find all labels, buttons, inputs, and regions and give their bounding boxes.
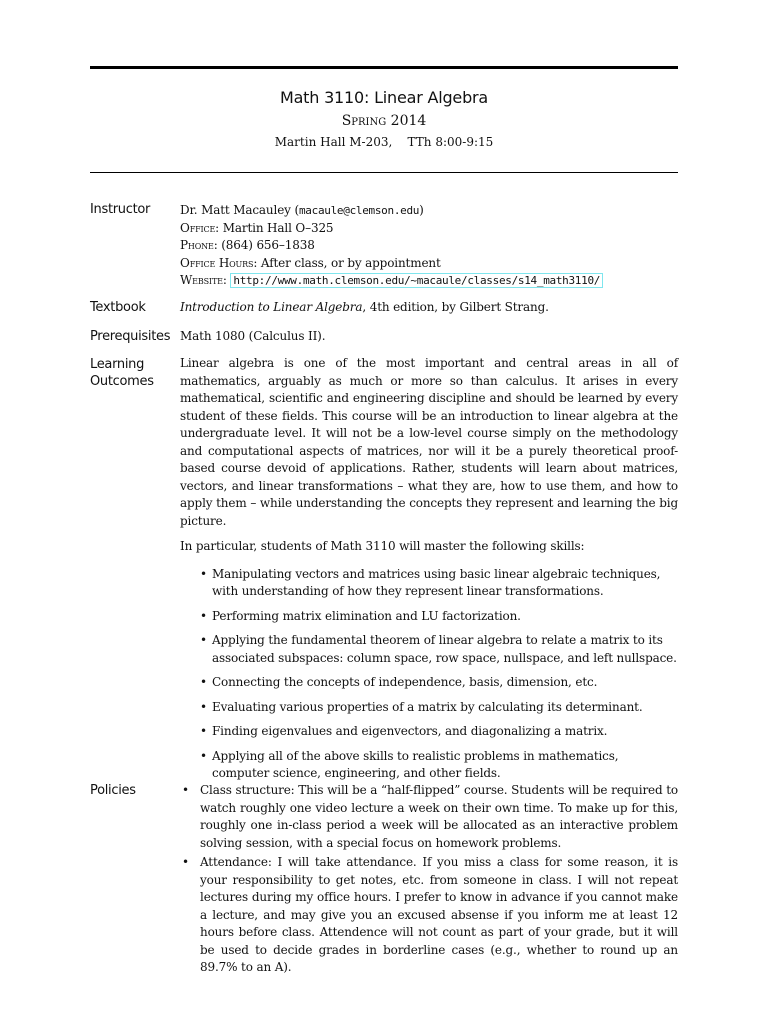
instructor-name-close: ): [419, 203, 424, 217]
bullet-icon: •: [182, 783, 189, 797]
list-item: [180, 608, 678, 626]
website-line: [180, 272, 678, 290]
prerequisites-text: Math 1080 (Calculus II).: [180, 329, 326, 343]
instructor-label: Instructor: [90, 202, 151, 217]
outcomes-label: [90, 356, 176, 390]
list-item: [180, 674, 678, 692]
office-hours-value: After class, or by appointment: [257, 255, 441, 270]
outcomes-paragraph: Linear algebra is one of the most important and central areas in all of mathematics, arguably as much or more so than calculus. It arises in every mathematical, scientific and engineering discipline and should be learned by every student of these fields. This course will be an introduction to linear algebra at the undergraduate level. It will not be a low-level course simply on the methodology and computational aspects of matrices, nor will it be a purely theoretical proof-based course devoid of applications. Rather, students will learn about matrices, vectors, and linear transformations – what they are, how to use them, and how to apply them – while understanding the concepts they represent and learning the big picture.: [180, 356, 678, 528]
phone-line: [180, 237, 678, 255]
textbook-line: [180, 299, 678, 317]
office-hours-label: Office Hours:: [180, 255, 258, 270]
bullet-icon: •: [200, 633, 207, 647]
course-title: Math 3110: Linear Algebra: [279, 88, 489, 107]
list-item: [180, 566, 678, 601]
policy-text: Class structure: This will be a “half-flipped” course. Students will be required to watch roughly one video lecture a week on their own time. To make up for this, roughly one in-class period a week will be allocated as an interactive problem solving session, with a special focus on homework problems.: [200, 783, 678, 850]
policy-text: Attendance: I will take attendance. If you miss a class for some reason, it is your responsibility to get notes, etc. from someone in class. I will not repeat lectures during my office hours. I prefer to know in advance if you cannot make a lecture, and may give you an excused absense if you inform me at least 12 hours before class. Attendence will not count as part of your grade, but it will be used to decide grades in borderline cases (e.g., whether to round up an 89.7% to an A).: [200, 855, 678, 974]
skill-text: Evaluating various properties of a matrix by calculating its determinant.: [212, 699, 643, 714]
website-link[interactable]: http://www.math.clemson.edu/~macaule/classes/s14_math3110/: [230, 273, 603, 288]
textbook-title: Introduction to Linear Algebra: [180, 300, 363, 314]
policies-list: [180, 782, 678, 977]
phone-value: (864) 656–1838: [217, 238, 315, 252]
instructor-name: Dr. Matt Macauley (: [180, 203, 299, 217]
skill-text: Applying the fundamental theorem of linear algebra to relate a matrix to its associated subspaces: column space, row space, nullspace, and left nullspace.: [212, 633, 677, 665]
bullet-icon: •: [200, 566, 207, 581]
skill-text: Performing matrix elimination and LU factorization.: [212, 608, 521, 623]
skill-text: Finding eigenvalues and eigenvectors, and diagonalizing a matrix.: [212, 724, 608, 738]
outcomes-label-line1: Learning: [90, 357, 145, 372]
top-rule: [90, 66, 678, 69]
bullet-icon: •: [200, 724, 207, 738]
phone-label: Phone:: [180, 238, 218, 252]
skills-list: [180, 566, 678, 783]
instructor-name-line: [180, 202, 678, 220]
skill-text: Applying all of the above skills to realistic problems in mathematics, computer science, engineering, and other fields.: [212, 748, 619, 780]
office-value: Martin Hall O–325: [219, 220, 334, 235]
skill-text: Manipulating vectors and matrices using basic linear algebraic techniques, with understanding of how they represent linear transformations.: [212, 566, 661, 598]
skill-text: Connecting the concepts of independence, basis, dimension, etc.: [212, 675, 598, 689]
office-label: Office:: [180, 220, 220, 235]
instructor-section: [180, 202, 678, 290]
skills-intro: In particular, students of Math 3110 will master the following skills:: [180, 539, 585, 553]
textbook-label: Textbook: [90, 300, 146, 315]
outcomes-section: [180, 355, 678, 790]
list-item: [180, 782, 678, 852]
outcomes-label-line2: Outcomes: [90, 374, 154, 389]
course-header: [90, 88, 678, 149]
policies-section: [180, 782, 678, 979]
bullet-icon: •: [200, 675, 207, 689]
textbook-details: , 4th edition, by Gilbert Strang.: [362, 300, 549, 314]
bullet-icon: •: [200, 699, 207, 714]
list-item: [180, 699, 678, 717]
header-rule: [90, 172, 678, 173]
prerequisites-label: Prerequisites: [90, 329, 171, 344]
course-term: Spring 2014: [341, 113, 427, 129]
list-item: [180, 632, 678, 667]
website-label: Website:: [180, 273, 227, 287]
office-hours-line: [180, 255, 678, 273]
course-location: Martin Hall M-203, TTh 8:00-9:15: [274, 135, 494, 149]
policies-label: Policies: [90, 783, 136, 798]
list-item: [180, 854, 678, 977]
bullet-icon: •: [200, 608, 207, 623]
office-line: [180, 220, 678, 238]
list-item: [180, 748, 678, 783]
bullet-icon: •: [200, 748, 207, 763]
instructor-email[interactable]: macaule@clemson.edu: [298, 204, 420, 217]
list-item: [180, 723, 678, 741]
bullet-icon: •: [182, 855, 189, 869]
